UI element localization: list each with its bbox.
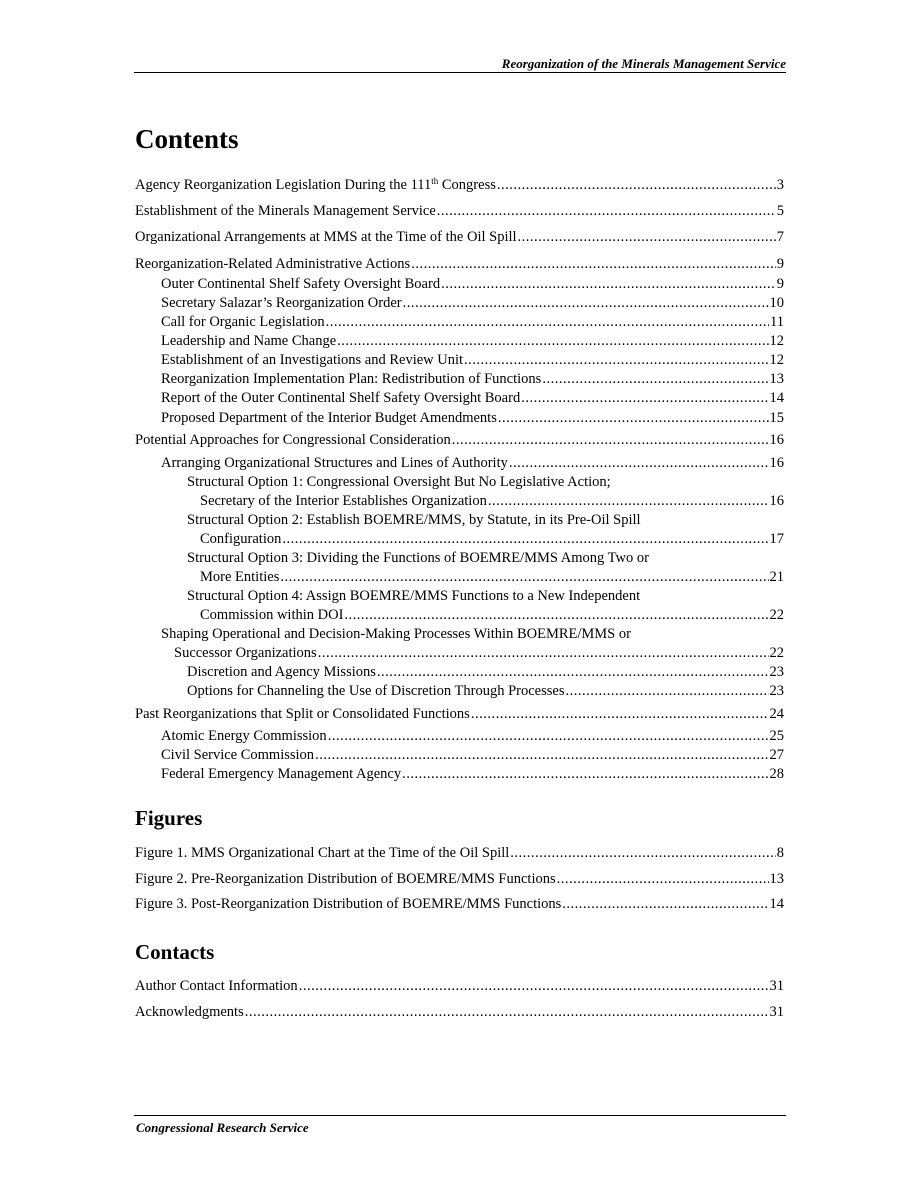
toc-entry[interactable] <box>135 705 784 724</box>
dot-leader <box>245 1003 769 1022</box>
toc-entry[interactable] <box>200 606 784 625</box>
toc-page-number: 14 <box>769 390 784 406</box>
toc-entry-label: Past Reorganizations that Split or Consolidated Functions <box>135 706 470 722</box>
toc-entry-label: Leadership and Name Change <box>161 333 337 349</box>
toc-entry[interactable] <box>187 663 784 682</box>
toc-entry[interactable] <box>161 351 784 370</box>
toc-entry-label-continued: Successor Organizations <box>174 645 317 661</box>
contact-entry[interactable] <box>135 1003 784 1022</box>
contact-entry[interactable] <box>135 977 784 996</box>
figure-entry[interactable] <box>135 870 784 889</box>
figure-page-number: 8 <box>776 845 784 861</box>
dot-leader <box>521 389 768 408</box>
toc-entry-label-continued: More Entities <box>200 569 280 585</box>
toc-entry[interactable] <box>161 454 784 473</box>
figure-entry[interactable] <box>135 895 784 914</box>
dot-leader <box>441 275 776 294</box>
toc-entry[interactable] <box>174 644 784 663</box>
toc-page-number: 22 <box>769 645 784 661</box>
toc-page-number: 12 <box>769 333 784 349</box>
figure-entry-label: Figure 3. Post-Reorganization Distribution of BOEMRE/MMS Functions <box>135 896 562 912</box>
running-footer: Congressional Research Service <box>136 1120 309 1135</box>
toc-page-number: 9 <box>776 256 784 272</box>
dot-leader <box>337 332 768 351</box>
toc-page-number: 16 <box>769 455 784 471</box>
dot-leader <box>282 530 768 549</box>
toc-entry-label: Report of the Outer Continental Shelf Safety Oversight Board <box>161 390 521 406</box>
header-rule <box>134 72 786 73</box>
toc-entry-label: Proposed Department of the Interior Budget Amendments <box>161 410 497 426</box>
contents-heading: Contents <box>135 124 239 154</box>
toc-entry-label: Establishment of the Minerals Management Service <box>135 203 436 219</box>
dot-leader <box>542 370 768 389</box>
toc-entry[interactable] <box>161 765 784 784</box>
dot-leader <box>562 895 768 914</box>
toc-entry-label: Structural Option 2: Establish BOEMRE/MMS, by Statute, in its Pre-Oil Spill <box>187 512 641 528</box>
dot-leader <box>498 409 769 428</box>
dot-leader <box>299 977 769 996</box>
toc-entry-label: Shaping Operational and Decision-Making Processes Within BOEMRE/MMS or <box>161 626 631 642</box>
toc-entry[interactable] <box>187 682 784 701</box>
contact-entry-label: Acknowledgments <box>135 1004 244 1020</box>
contact-entry-label: Author Contact Information <box>135 978 298 994</box>
toc-entry[interactable] <box>135 255 784 274</box>
toc-entry[interactable] <box>200 568 784 587</box>
toc-entry[interactable] <box>161 409 784 428</box>
toc-entry-label: Call for Organic Legislation <box>161 314 325 330</box>
toc-page-number: 23 <box>769 683 784 699</box>
dot-leader <box>497 176 776 195</box>
toc-entry[interactable] <box>200 530 784 549</box>
dot-leader <box>518 228 776 247</box>
dot-leader <box>326 313 769 332</box>
toc-page-number: 3 <box>776 177 784 193</box>
toc-entry-label: Reorganization Implementation Plan: Redistribution of Functions <box>161 371 542 387</box>
toc-entry-label: Establishment of an Investigations and Review Unit <box>161 352 464 368</box>
dot-leader <box>344 606 768 625</box>
contact-page-number: 31 <box>769 978 784 994</box>
dot-leader <box>488 492 769 511</box>
toc-entry-label: Structural Option 1: Congressional Oversight But No Legislative Action; <box>187 474 611 490</box>
dot-leader <box>411 255 776 274</box>
toc-page-number: 21 <box>769 569 784 585</box>
toc-entry-label: Agency Reorganization Legislation During the 111th Congress <box>135 176 496 193</box>
toc-page-number: 5 <box>776 203 784 219</box>
toc-entry[interactable] <box>161 370 784 389</box>
toc-page-number: 9 <box>776 276 784 292</box>
toc-entry-label: Outer Continental Shelf Safety Oversight Board <box>161 276 441 292</box>
toc-entry-label-continued: Configuration <box>200 531 282 547</box>
dot-leader <box>280 568 768 587</box>
dot-leader <box>328 727 769 746</box>
figure-entry[interactable] <box>135 844 784 863</box>
toc-page-number: 12 <box>769 352 784 368</box>
contact-page-number: 31 <box>769 1004 784 1020</box>
contacts-heading: Contacts <box>135 940 215 964</box>
toc-entry[interactable] <box>161 389 784 408</box>
toc-entry-label: Reorganization-Related Administrative Actions <box>135 256 411 272</box>
toc-entry-label: Options for Channeling the Use of Discretion Through Processes <box>187 683 565 699</box>
dot-leader <box>509 454 769 473</box>
toc-page-number: 16 <box>769 432 784 448</box>
dot-leader <box>452 431 769 450</box>
figure-page-number: 14 <box>769 896 784 912</box>
toc-entry[interactable] <box>161 746 784 765</box>
dot-leader <box>403 294 769 313</box>
toc-page-number: 7 <box>776 229 784 245</box>
dot-leader <box>557 870 769 889</box>
running-header: Reorganization of the Minerals Management Service <box>501 56 786 71</box>
toc-entry[interactable] <box>161 275 784 294</box>
toc-entry-label-continued: Secretary of the Interior Establishes Organization <box>200 493 487 509</box>
toc-entry-label-continued: Commission within DOI <box>200 607 344 623</box>
figures-heading: Figures <box>135 806 203 830</box>
toc-entry[interactable] <box>135 431 784 450</box>
toc-page-number: 11 <box>770 314 784 330</box>
toc-page-number: 17 <box>769 531 784 547</box>
dot-leader <box>377 663 769 682</box>
dot-leader <box>510 844 775 863</box>
toc-page-number: 28 <box>769 766 784 782</box>
toc-page-number: 13 <box>769 371 784 387</box>
dot-leader <box>437 202 776 221</box>
toc-entry-label: Civil Service Commission <box>161 747 315 763</box>
toc-entry-label: Secretary Salazar’s Reorganization Order <box>161 295 402 311</box>
toc-page-number: 25 <box>769 728 784 744</box>
toc-page-number: 24 <box>769 706 784 722</box>
figure-entry-label: Figure 1. MMS Organizational Chart at the Time of the Oil Spill <box>135 845 510 861</box>
toc-entry[interactable] <box>135 202 784 221</box>
toc-page-number: 22 <box>769 607 784 623</box>
dot-leader <box>315 746 768 765</box>
toc-page-number: 10 <box>769 295 784 311</box>
toc-entry-label: Arranging Organizational Structures and Lines of Authority <box>161 455 508 471</box>
toc-entry[interactable] <box>161 332 784 351</box>
figure-page-number: 13 <box>769 871 784 887</box>
toc-entry-label: Organizational Arrangements at MMS at the Time of the Oil Spill <box>135 229 517 245</box>
toc-entry[interactable] <box>135 228 784 247</box>
dot-leader <box>565 682 768 701</box>
dot-leader <box>402 765 768 784</box>
toc-entry-label: Discretion and Agency Missions <box>187 664 376 680</box>
toc-page-number: 27 <box>769 747 784 763</box>
toc-page-number: 15 <box>769 410 784 426</box>
toc-entry-label: Atomic Energy Commission <box>161 728 327 744</box>
toc-entry-label: Federal Emergency Management Agency <box>161 766 402 782</box>
toc-entry[interactable] <box>161 727 784 746</box>
toc-entry[interactable] <box>200 492 784 511</box>
toc-page-number: 23 <box>769 664 784 680</box>
toc-entry[interactable] <box>161 294 784 313</box>
footer-rule <box>134 1115 786 1116</box>
dot-leader <box>318 644 769 663</box>
toc-entry-label: Potential Approaches for Congressional Consideration <box>135 432 451 448</box>
toc-page-number: 16 <box>769 493 784 509</box>
toc-entry[interactable] <box>135 176 784 195</box>
dot-leader <box>464 351 768 370</box>
dot-leader <box>471 705 769 724</box>
toc-entry-label: Structural Option 3: Dividing the Functions of BOEMRE/MMS Among Two or <box>187 550 649 566</box>
toc-entry[interactable] <box>161 313 784 332</box>
figure-entry-label: Figure 2. Pre-Reorganization Distribution of BOEMRE/MMS Functions <box>135 871 556 887</box>
toc-entry-label: Structural Option 4: Assign BOEMRE/MMS Functions to a New Independent <box>187 588 641 604</box>
